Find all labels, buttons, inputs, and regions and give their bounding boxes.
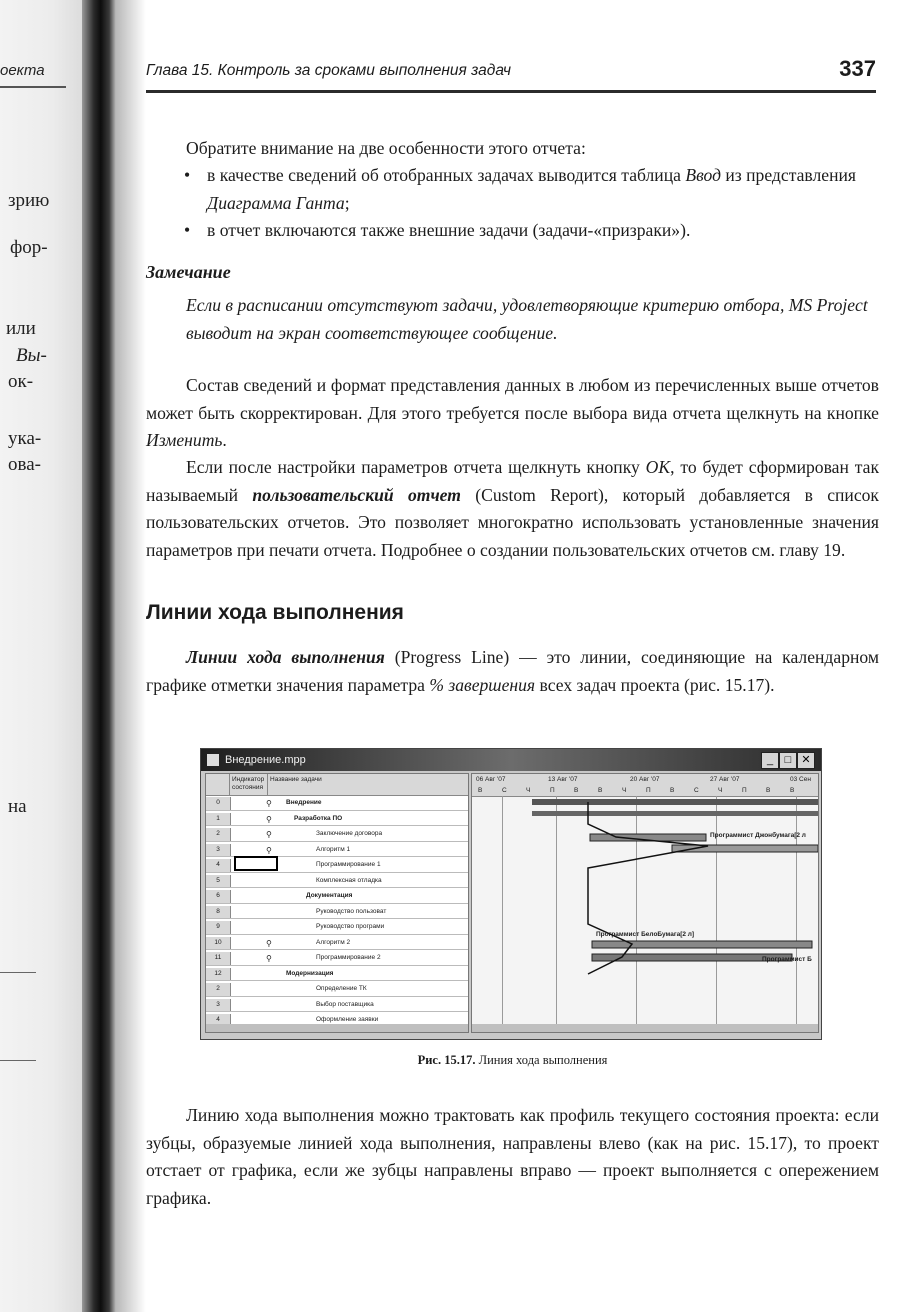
timescale-week: 03 Сен xyxy=(790,776,811,783)
table-row[interactable] xyxy=(206,875,468,889)
table-row[interactable] xyxy=(206,952,468,966)
paragraph xyxy=(146,644,879,699)
task-indicator-icon: ⚲ xyxy=(266,799,272,808)
task-name: Модернизация xyxy=(286,969,334,977)
left-page-line xyxy=(0,1060,36,1061)
task-name: Разработка ПО xyxy=(294,814,343,822)
paragraph-text: . xyxy=(222,430,227,450)
table-row[interactable] xyxy=(206,797,468,811)
task-indicator-icon: ⚲ xyxy=(266,830,272,839)
column-header-indicators[interactable]: Индикатор состояния xyxy=(230,774,268,796)
maximize-icon[interactable]: □ xyxy=(779,752,797,769)
paragraph-text: всех задач проекта (рис. 15.17). xyxy=(535,674,775,695)
timescale-day: П xyxy=(550,787,555,794)
paragraph: Линию хода выполнения можно трактовать как профиль текущего состояния проекта: если зубцы, образуемые линией хода выполнения, направлены влево (как на рис. 15.17), то проект отстает от графика, если же зубцы направлены вправо — проект выполняется с опережением графика. xyxy=(146,1105,879,1208)
bullet-item xyxy=(150,217,878,245)
timescale-week: 06 Авг '07 xyxy=(476,776,506,783)
left-page-rule xyxy=(0,86,66,88)
paragraph-text: (Progress Line) — это линии, соединяющие на календарном графике отметки значения параметра xyxy=(146,647,879,695)
bullet-item xyxy=(150,162,878,217)
timescale-day: В xyxy=(790,787,795,794)
running-head-title: Глава 15. Контроль за сроками выполнения задач xyxy=(146,62,511,79)
intro-text: Обратите внимание на две особенности этого отчета: xyxy=(186,138,586,158)
task-name: Алгоритм 1 xyxy=(316,845,351,853)
paragraph-text: (Custom Report), который добавляется в список пользовательских отчетов. Это позволяет многократно использовать установленные значения параметров при печати отчета. Подробнее о создании пользовательских отчетов см. главу 19. xyxy=(146,484,879,560)
timescale-day: Ч xyxy=(718,787,723,794)
timescale-day: В xyxy=(478,787,483,794)
gantt-chart xyxy=(471,773,819,1033)
paragraph-emphasis: % завершения xyxy=(429,674,536,695)
bullet-text: в качестве сведений об отобранных задачах выводится таблица xyxy=(207,165,686,185)
paragraph-term: Линии хода выполнения xyxy=(186,647,385,667)
bullet-dot: • xyxy=(184,165,191,185)
left-page-fragment: на xyxy=(8,796,27,817)
caption-text: Линия хода выполнения xyxy=(475,1053,608,1067)
paragraph-text: Если после настройки параметров отчета щелкнуть кнопку xyxy=(186,457,646,477)
bullet-emphasis: Ввод xyxy=(685,165,721,185)
paragraph-text: Состав сведений и формат представления данных в любом из перечисленных выше отчетов может быть скорректирован. Для этого требуется после выбора вида отчета щелкнуть на кнопке xyxy=(146,375,879,423)
task-name: Внедрение xyxy=(286,799,322,806)
table-row[interactable] xyxy=(206,828,468,842)
gantt-drawing xyxy=(472,774,818,1032)
column-header-name[interactable]: Название задачи xyxy=(268,774,468,796)
resource-label: Программист Джонбумага[2 л xyxy=(710,832,806,839)
row-id: 11 xyxy=(206,952,231,965)
timescale-day: Ч xyxy=(526,787,531,794)
timescale-day: П xyxy=(742,787,747,794)
figure-caption xyxy=(146,1053,879,1068)
row-id: 8 xyxy=(206,906,231,919)
timescale-day: В xyxy=(670,787,675,794)
horizontal-scrollbar xyxy=(472,1024,818,1032)
table-row[interactable] xyxy=(206,906,468,920)
left-page-fragment: ука- xyxy=(8,428,42,449)
row-id: 1 xyxy=(206,813,231,826)
resource-label: Программист БелоБумага[2 л] xyxy=(596,931,695,938)
left-page-fragment: фор- xyxy=(10,237,48,258)
book-spine xyxy=(82,0,116,1312)
close-icon[interactable]: ✕ xyxy=(797,752,815,769)
bullet-text: ; xyxy=(344,192,350,213)
task-bar xyxy=(592,941,812,948)
page-number: 337 xyxy=(839,56,876,81)
table-row[interactable] xyxy=(206,968,468,982)
task-name: Алгоритм 2 xyxy=(316,938,351,946)
spine-shadow xyxy=(116,0,146,1312)
task-indicator-icon: ⚲ xyxy=(266,954,272,963)
row-id: 10 xyxy=(206,937,231,950)
timescale-week: 13 Авг '07 xyxy=(548,776,578,783)
paragraph-term: пользовательский отчет xyxy=(252,484,461,505)
row-id: 5 xyxy=(206,875,231,888)
row-id: 4 xyxy=(206,1014,231,1027)
task-name: Выбор поставщика xyxy=(316,1000,374,1008)
bullet-text: в отчет включаются также внешние задачи (задачи-«призраки»). xyxy=(207,220,691,240)
summary-bar xyxy=(532,811,818,816)
timescale-day: В xyxy=(766,787,771,794)
task-name: Программирование 1 xyxy=(316,861,381,868)
table-row[interactable] xyxy=(206,844,468,858)
selected-cell[interactable] xyxy=(234,856,278,871)
left-page-fragment: ова- xyxy=(8,454,41,475)
row-id: 4 xyxy=(206,859,231,872)
task-indicator-icon: ⚲ xyxy=(266,938,272,948)
window-title: Внедрение.mpp xyxy=(225,754,306,766)
row-id: 3 xyxy=(206,844,231,857)
paragraph-text: , то будет сформирован так называемый xyxy=(146,457,880,505)
row-id: 2 xyxy=(206,983,231,996)
task-indicator-icon: ⚲ xyxy=(266,845,272,855)
minimize-icon[interactable]: _ xyxy=(761,752,779,769)
left-page-fragment: или xyxy=(6,318,36,339)
summary-bar xyxy=(532,799,818,805)
section-heading: Линии хода выполнения xyxy=(146,601,404,624)
bullet-emphasis: Диаграмма Ганта xyxy=(207,192,345,213)
row-id: 3 xyxy=(206,999,231,1012)
left-page-head: оекта xyxy=(0,62,45,79)
caption-label: Рис. 15.17. xyxy=(417,1053,476,1067)
header-rule xyxy=(146,90,876,93)
bullet-list xyxy=(150,162,878,245)
task-name: Определение ТК xyxy=(316,985,367,992)
task-indicator-icon: ⚲ xyxy=(266,814,272,824)
horizontal-scrollbar[interactable] xyxy=(206,1024,468,1032)
timescale-week: 20 Авг '07 xyxy=(630,776,660,783)
task-name: Руководство програми xyxy=(316,923,385,930)
table-row[interactable] xyxy=(206,890,468,904)
left-page-fragment: Вы- xyxy=(16,345,47,366)
timescale-day: С xyxy=(502,787,507,794)
task-name: Оформление заявки xyxy=(316,1016,379,1023)
paragraph-emphasis: OK xyxy=(645,457,671,477)
window-titlebar xyxy=(201,749,821,771)
timescale-day: Ч xyxy=(622,787,627,794)
paragraph xyxy=(146,454,879,564)
note-body: Если в расписании отсутствуют задачи, удовлетворяющие критерию отбора, MS Project выводит на экран соответствующее сообщение. xyxy=(186,295,868,343)
row-id: 0 xyxy=(206,797,231,810)
row-id: 6 xyxy=(206,890,231,903)
timescale-day: В xyxy=(598,787,603,794)
task-name: Документация xyxy=(306,892,353,899)
timescale-week: 27 Авг '07 xyxy=(710,776,740,783)
paragraph-emphasis: Изменить xyxy=(146,430,223,450)
row-id: 2 xyxy=(206,828,231,841)
left-page-fragment: ок- xyxy=(8,371,34,392)
column-header-id xyxy=(206,774,230,796)
row-id: 12 xyxy=(206,968,231,981)
resource-label: Программист Б xyxy=(762,956,812,963)
row-id: 9 xyxy=(206,921,231,934)
bullet-text: из представления xyxy=(720,165,856,185)
table-row[interactable] xyxy=(206,937,468,951)
task-name: Руководство пользоват xyxy=(316,907,387,915)
table-row[interactable] xyxy=(206,813,468,827)
table-row[interactable] xyxy=(206,921,468,935)
figure-screenshot xyxy=(200,748,822,1040)
app-icon xyxy=(207,754,219,766)
timescale-day: В xyxy=(574,787,579,794)
task-table xyxy=(205,773,469,1033)
bullet-dot: • xyxy=(184,220,191,240)
timescale-day: С xyxy=(694,787,699,794)
left-page-line xyxy=(0,972,36,973)
task-name: Заключение договора xyxy=(316,830,383,837)
paragraph xyxy=(146,372,879,455)
timescale-day: П xyxy=(646,787,651,794)
task-name: Программирование 2 xyxy=(316,954,381,961)
note-heading: Замечание xyxy=(146,262,231,282)
task-name: Комплексная отладка xyxy=(316,876,382,884)
table-row[interactable] xyxy=(206,999,468,1013)
table-row[interactable] xyxy=(206,983,468,997)
left-page-fragment: зрию xyxy=(8,190,50,211)
